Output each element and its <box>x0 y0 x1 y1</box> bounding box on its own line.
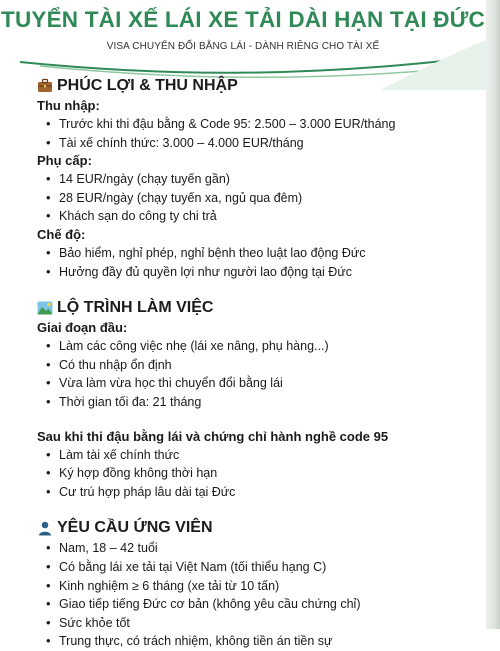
page-subtitle: VISA CHUYỂN ĐỔI BẰNG LÁI - DÀNH RIÊNG CHO TÀI XẾ <box>106 41 380 52</box>
list-item: • Cư trú hợp pháp lâu dài tại Đức <box>37 483 477 502</box>
allowance-list <box>37 170 477 226</box>
list-item: • Nam, 18 – 42 tuổi <box>37 539 477 558</box>
phase2-label: Sau khi thi đậu bằng lái và chứng chỉ hành nghề code 95 <box>37 428 389 444</box>
list-item: • Ký hợp đồng không thời hạn <box>37 464 477 483</box>
list-item: • Thời gian tối đa: 21 tháng <box>37 393 477 412</box>
phase1-list <box>37 337 477 411</box>
phase1-label: Giai đoạn đầu: <box>37 320 128 336</box>
list-item: • Bảo hiểm, nghỉ phép, nghỉ bệnh theo luật lao động Đức <box>37 244 477 263</box>
list-item: • Giao tiếp tiếng Đức cơ bản (không yêu cầu chứng chỉ) <box>37 595 477 614</box>
list-item: • 14 EUR/ngày (chạy tuyến gần) <box>37 170 477 189</box>
list-item: • Làm tài xế chính thức <box>37 446 477 465</box>
landscape-icon <box>37 300 53 316</box>
list-item: • Có bằng lái xe tải tại Việt Nam (tối thiểu hạng C) <box>37 558 477 577</box>
list-item: • Làm các công việc nhẹ (lái xe nâng, phụ hàng...) <box>37 337 477 356</box>
income-list <box>37 115 477 152</box>
page-title: TUYỂN TÀI XẾ LÁI XE TẢI DÀI HẠN TẠI ĐỨC <box>1 7 485 32</box>
section-benefits-heading <box>37 75 477 97</box>
content <box>37 75 477 651</box>
section-roadmap-title: LỘ TRÌNH LÀM VIỆC <box>57 299 214 317</box>
list-item: • Trung thực, có trách nhiệm, không tiền án tiền sự <box>37 632 477 651</box>
list-item: • Vừa làm vừa học thi chuyển đổi bằng lái <box>37 374 477 393</box>
income-label: Thu nhập: <box>37 98 100 113</box>
section-requirements-title: YÊU CẦU ỨNG VIÊN <box>57 519 213 537</box>
section-benefits-title: PHÚC LỢI & THU NHẬP <box>57 77 238 94</box>
list-item: • Hưởng đầy đủ quyền lợi như người lao động tại Đức <box>37 263 477 282</box>
list-item: • Trước khi thi đậu bằng & Code 95: 2.500 – 3.000 EUR/tháng <box>37 115 477 134</box>
section-roadmap-heading <box>37 297 477 319</box>
person-icon <box>37 520 53 536</box>
list-item: • Tài xế chính thức: 3.000 – 4.000 EUR/tháng <box>37 134 477 153</box>
list-item: • Khách sạn do công ty chi trả <box>37 207 477 226</box>
phase2-list <box>37 446 477 502</box>
policy-list <box>37 244 477 281</box>
section-requirements-heading <box>37 517 477 539</box>
list-item: • Sức khỏe tốt <box>37 614 477 633</box>
requirements-list <box>37 539 477 651</box>
list-item: • 28 EUR/ngày (chạy tuyến xa, ngủ qua đêm) <box>37 189 477 208</box>
list-item: • Kinh nghiệm ≥ 6 tháng (xe tải từ 10 tấn) <box>37 577 477 596</box>
briefcase-icon <box>37 78 53 94</box>
list-item: • Có thu nhập ổn định <box>37 356 477 375</box>
policy-label: Chế độ: <box>37 226 86 242</box>
allowance-label: Phụ cấp: <box>37 153 92 169</box>
page-edge-shadow <box>486 0 500 629</box>
